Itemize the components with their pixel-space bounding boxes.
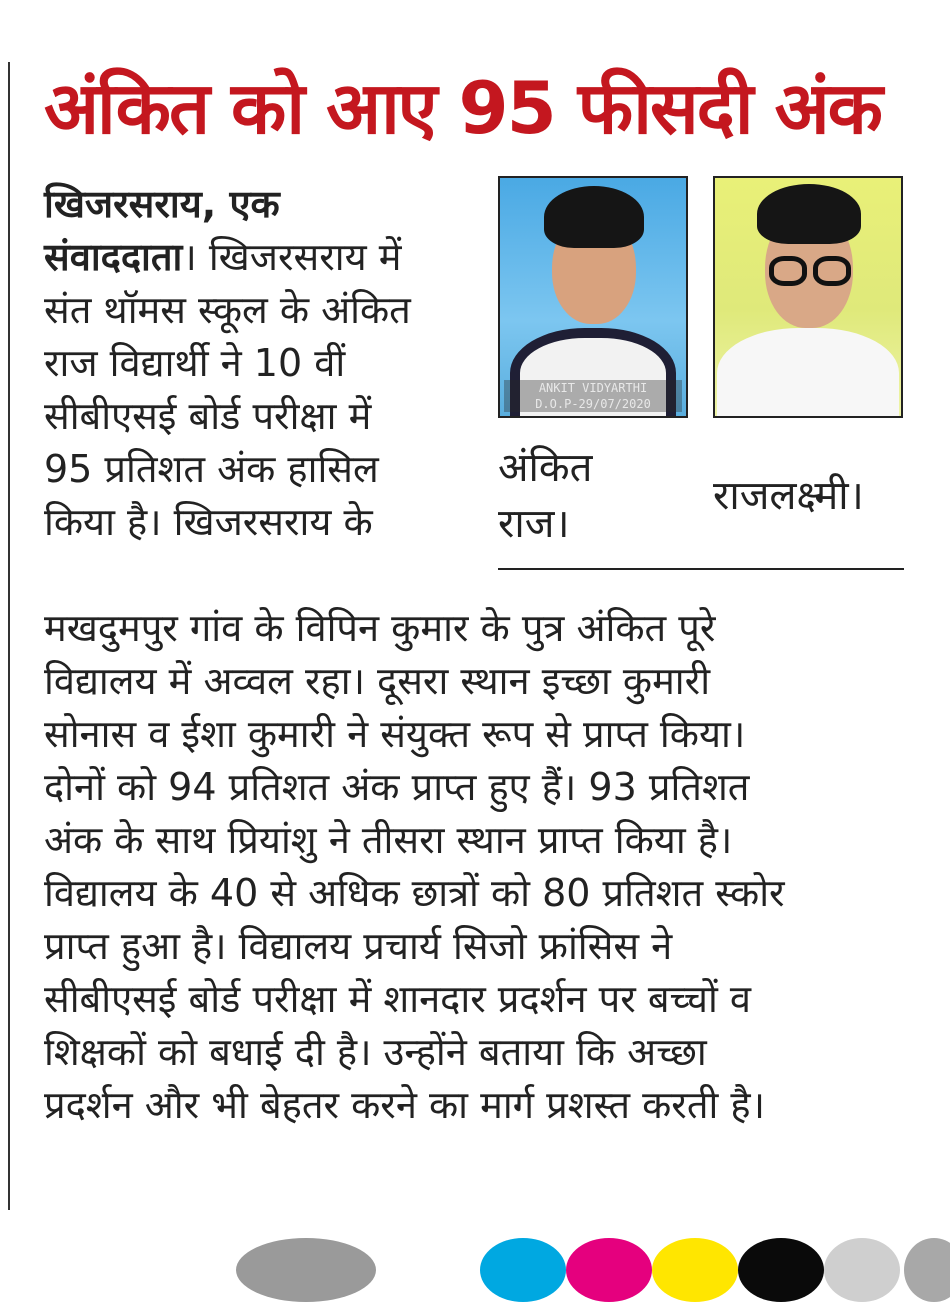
print-registration-swatch — [236, 1238, 376, 1302]
headline: अंकित को आए 95 फीसदी अंक — [44, 66, 881, 150]
caption-divider — [498, 568, 904, 570]
dark-gray-swatch — [904, 1238, 950, 1302]
text-line-content: । खिजरसराय में — [182, 235, 402, 279]
photo-stamp-name: ANKIT VIDYARTHI — [538, 381, 648, 395]
body-paragraph — [44, 602, 785, 1132]
text-line: सीबीएसई बोर्ड परीक्षा में शानदार प्रदर्शन पर बच्चों व — [44, 977, 752, 1021]
intro-paragraph — [44, 178, 411, 549]
text-line: प्रदर्शन और भी बेहतर करने का मार्ग प्रशस्त करती है। — [44, 1083, 766, 1127]
caption-line: अंकित — [498, 445, 593, 491]
glasses-left — [769, 256, 807, 286]
magenta-swatch — [566, 1238, 652, 1302]
text-line: किया है। खिजरसराय के — [44, 500, 373, 544]
photo-caption-raj: राजलक्ष्मी। — [713, 473, 864, 519]
byline: संवाददाता — [44, 235, 183, 279]
photo-caption-ankit — [498, 440, 592, 552]
hair — [544, 186, 644, 248]
text-line: 95 प्रतिशत अंक हासिल — [44, 447, 379, 491]
hair — [757, 184, 861, 244]
text-line: संत थॉमस स्कूल के अंकित — [44, 288, 411, 332]
text-line: मखदुमपुर गांव के विपिन कुमार के पुत्र अंकित पूरे — [44, 606, 716, 650]
text-line: विद्यालय में अव्वल रहा। दूसरा स्थान इच्छा कुमारी — [44, 659, 711, 703]
text-line: विद्यालय के 40 से अधिक छात्रों को 80 प्रतिशत स्कोर — [44, 871, 785, 915]
photo-rajlakshmi — [713, 176, 903, 418]
black-swatch — [738, 1238, 824, 1302]
text-line: प्राप्त हुआ है। विद्यालय प्रचार्य सिजो फ्रांसिस ने — [44, 924, 673, 968]
text-line: शिक्षकों को बधाई दी है। उन्होंने बताया कि अच्छा — [44, 1030, 707, 1074]
yellow-swatch — [652, 1238, 738, 1302]
text-line: सोनास व ईशा कुमारी ने संयुक्त रूप से प्राप्त किया। — [44, 712, 746, 756]
glasses-right — [813, 256, 851, 286]
dateline: खिजरसराय, एक — [44, 182, 280, 226]
text-line — [44, 231, 411, 284]
caption-line: राज। — [498, 501, 570, 547]
photo-ankit-raj — [498, 176, 688, 418]
column-rule — [8, 62, 10, 1210]
cyan-swatch — [480, 1238, 566, 1302]
text-line: राज विद्यार्थी ने 10 वीं — [44, 341, 346, 385]
text-line: सीबीएसई बोर्ड परीक्षा में — [44, 394, 372, 438]
text-line: अंक के साथ प्रियांशु ने तीसरा स्थान प्राप्त किया है। — [44, 818, 733, 862]
text-line — [44, 178, 411, 231]
shirt — [717, 328, 899, 418]
photo-stamp — [504, 380, 682, 412]
gray-swatch — [824, 1238, 900, 1302]
photo-stamp-date: D.O.P-29/07/2020 — [535, 397, 651, 411]
portrait-figure — [715, 178, 901, 416]
text-line: दोनों को 94 प्रतिशत अंक प्राप्त हुए हैं। 93 प्रतिशत — [44, 765, 750, 809]
